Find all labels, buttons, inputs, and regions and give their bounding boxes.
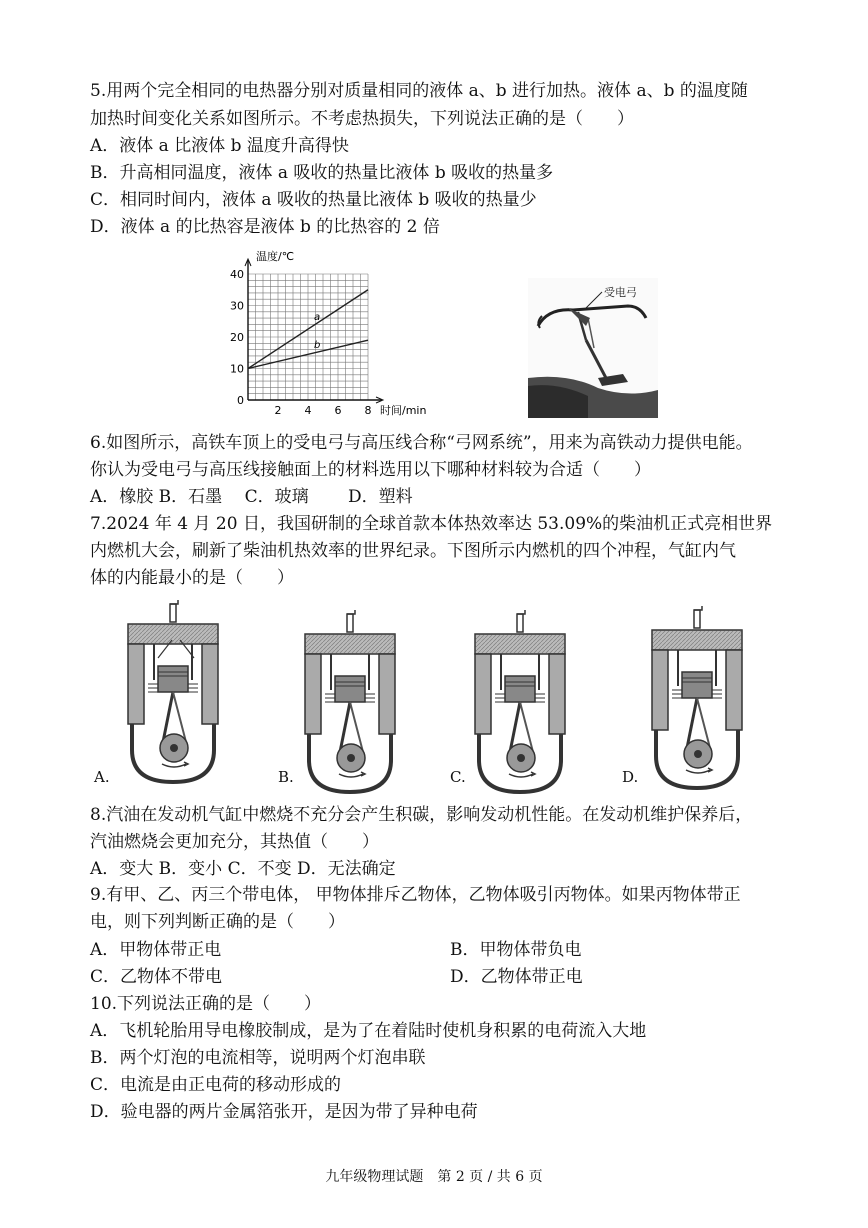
q7-stem-line2: 内燃机大会，刷新了柴油机热效率的世界纪录。下图所示内燃机的四个冲程，气缸内气: [90, 541, 736, 561]
q9-stem-line2: 电，则下列判断正确的是（ ）: [90, 912, 345, 932]
engine-stroke-d: [642, 606, 752, 796]
pantograph-photo: [528, 278, 658, 418]
x-tick-label: 6: [334, 404, 342, 417]
q7-stem-line1: 7.2024 年 4 月 20 日，我国研制的全球首款本体热效率达 53.09%的柴油机正式亮相世界: [90, 514, 773, 534]
y-tick-label: 20: [230, 331, 244, 344]
engine-label-d: D.: [622, 768, 639, 786]
q8-options: A．变大 B．变小 C．不变 D．无法确定: [90, 859, 396, 879]
q9-option-c: C．乙物体不带电: [90, 967, 223, 987]
q8-stem-line2: 汽油燃烧会更加充分，其热值（ ）: [90, 832, 379, 852]
q9-option-d: D．乙物体带正电: [450, 967, 583, 987]
q6-stem-line1: 6.如图所示，高铁车顶上的受电弓与高压线合称“弓网系统”，用来为高铁动力提供电能。: [90, 433, 753, 453]
series-label-a: a: [314, 312, 321, 324]
engine-label-a: A.: [94, 768, 110, 786]
q5-option-c: C．相同时间内，液体 a 吸收的热量比液体 b 吸收的热量少: [90, 190, 537, 210]
q5-stem-line2: 加热时间变化关系如图所示。不考虑热损失，下列说法正确的是（ ）: [90, 109, 634, 129]
page-footer: 九年级物理试题 第 2 页 / 共 6 页: [325, 1169, 543, 1185]
q6-stem-line2: 你认为受电弓与高压线接触面上的材料选用以下哪种材料较为合适（ ）: [90, 460, 651, 480]
q10-option-b: B．两个灯泡的电流相等，说明两个灯泡串联: [90, 1048, 426, 1068]
q6-options: A．橡胶 B．石墨 C．玻璃 D．塑料: [90, 487, 413, 507]
q10-option-a: A．飞机轮胎用导电橡胶制成，是为了在着陆时使机身积累的电荷流入大地: [90, 1021, 647, 1041]
q5-option-d: D．液体 a 的比热容是液体 b 的比热容的 2 倍: [90, 217, 440, 237]
q9-option-b: B．甲物体带负电: [450, 940, 582, 960]
engine-stroke-b: [295, 610, 405, 800]
pantograph-label: 受电弓: [604, 286, 637, 299]
y-tick-label: 40: [230, 268, 244, 281]
chart-y-axis-label: 温度/℃: [256, 250, 295, 263]
temperature-time-chart: [220, 248, 440, 418]
y-tick-label: 10: [230, 362, 244, 376]
q5-option-a: A．液体 a 比液体 b 温度升高得快: [90, 136, 349, 156]
chart-x-axis-label: 时间/min: [380, 404, 427, 417]
y-tick-label: 30: [230, 299, 244, 313]
engine-label-c: C.: [450, 768, 466, 786]
q5-option-b: B．升高相同温度，液体 a 吸收的热量比液体 b 吸收的热量多: [90, 163, 554, 183]
q8-stem-line1: 8.汽油在发动机气缸中燃烧不充分会产生积碳，影响发动机性能。在发动机维护保养后，: [90, 805, 753, 825]
q10-stem: 10.下列说法正确的是（ ）: [90, 994, 322, 1014]
x-tick-label: 2: [274, 404, 282, 417]
engine-label-b: B.: [278, 768, 294, 786]
y-tick-label: 0: [237, 394, 244, 407]
q5-stem-line1: 5.用两个完全相同的电热器分别对质量相同的液体 a、b 进行加热。液体 a、b 的温度随: [90, 81, 748, 101]
series-label-b: b: [314, 339, 321, 351]
engine-stroke-a: [118, 600, 228, 790]
q9-stem-line1: 9.有甲、乙、丙三个带电体， 甲物体排斥乙物体，乙物体吸引丙物体。如果丙物体带正: [90, 885, 741, 905]
q7-stem-line3: 体的内能最小的是（ ）: [90, 568, 294, 588]
chart-grid: [248, 274, 368, 400]
engine-stroke-c: [465, 610, 575, 800]
q10-option-d: D．验电器的两片金属箔张开，是因为带了异种电荷: [90, 1102, 478, 1122]
q9-option-a: A．甲物体带正电: [90, 940, 222, 960]
x-tick-label: 4: [304, 404, 312, 417]
q10-option-c: C．电流是由正电荷的移动形成的: [90, 1075, 342, 1095]
x-tick-label: 8: [364, 404, 372, 417]
